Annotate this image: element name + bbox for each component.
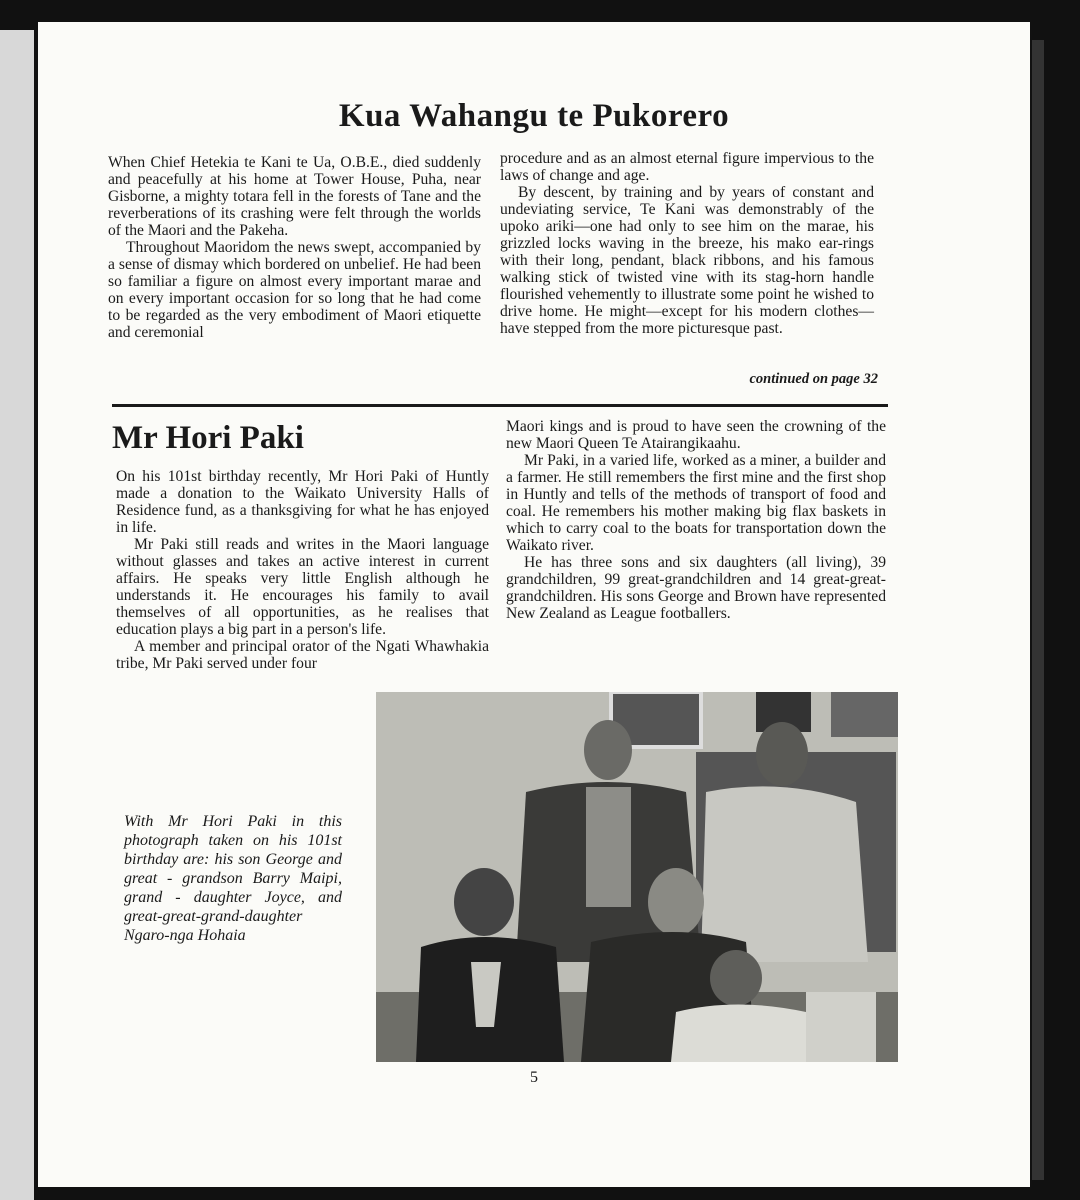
article2-column-2 [506, 418, 886, 622]
family-photograph [376, 692, 898, 1062]
paragraph: A member and principal orator of the Ngati Whawhakia tribe, Mr Paki served under four [116, 638, 489, 672]
paragraph: Throughout Maoridom the news swept, accompanied by a sense of dismay which bordered on unbelief. He had been so familiar a figure on almost every important marae and on every important occasion for so long that he had come to be regarded as the very embodiment of Maori etiquette and ceremonial [108, 239, 481, 341]
article1-column-2 [500, 150, 874, 337]
paragraph: procedure and as an almost eternal figure impervious to the laws of change and age. [500, 150, 874, 184]
paragraph: Mr Paki still reads and writes in the Maori language without glasses and takes an active interest in current affairs. He speaks very little English although he understands it. He encourages his family to avail themselves of all opportunities, as he realises that education plays a big part in a person's life. [116, 536, 489, 638]
left-page-edge [0, 30, 34, 1200]
binding-spine [1032, 40, 1044, 1180]
article1-column-1 [108, 154, 481, 341]
paragraph: Maori kings and is proud to have seen the crowning of the new Maori Queen Te Atairangikaahu. [506, 418, 886, 452]
article2-column-1 [116, 468, 489, 672]
photo-caption: With Mr Hori Paki in this photograph taken on his 101st birthday are: his son George and great - grandson Barry Maipi, grand - daughter Joyce, and great-great-grand-daughter Ngaro-nga Hohaia [124, 813, 342, 944]
section-divider [112, 404, 888, 407]
paragraph: On his 101st birthday recently, Mr Hori Paki of Huntly made a donation to the Waikato University Halls of Residence fund, as a thanksgiving for what he has enjoyed in life. [116, 468, 489, 536]
photo-illustration [376, 692, 898, 1062]
article-title-hori-paki: Mr Hori Paki [112, 420, 304, 456]
paragraph: By descent, by training and by years of constant and undeviating service, Te Kani was demonstrably of the upoko ariki—one had only to see him on the marae, his grizzled locks waving in the breeze, his mako ear-rings with their long, pendant, black ribbons, and his famous walking stick of twisted vine with its stag-horn handle flourished vehemently to illustrate some point he wished to drive home. He might—except for his modern clothes—have stepped from the more picturesque past. [500, 184, 874, 337]
continued-note: continued on page 32 [749, 371, 878, 387]
paragraph: When Chief Hetekia te Kani te Ua, O.B.E., died suddenly and peacefully at his home at Tower House, Puha, near Gisborne, a mighty totara fell in the forests of Tane and the reverberations of its crashing were felt through the worlds of the Maori and the Pakeha. [108, 154, 481, 239]
paragraph: Mr Paki, in a varied life, worked as a miner, a builder and a farmer. He still remembers the first mine and the first shop in Huntly and tells of the methods of transport of food and coal. He remembers his mother making big flax baskets in which to carry coal to the boats for transportation down the Waikato river. [506, 452, 886, 554]
paragraph: He has three sons and six daughters (all living), 39 grandchildren, 99 great-grandchildren and 14 great-great-grandchildren. His sons George and Brown have represented New Zealand as League footballers. [506, 554, 886, 622]
magazine-page [38, 22, 1030, 1187]
page-number: 5 [530, 1069, 538, 1086]
article-title-kua-wahangu: Kua Wahangu te Pukorero [338, 98, 730, 134]
